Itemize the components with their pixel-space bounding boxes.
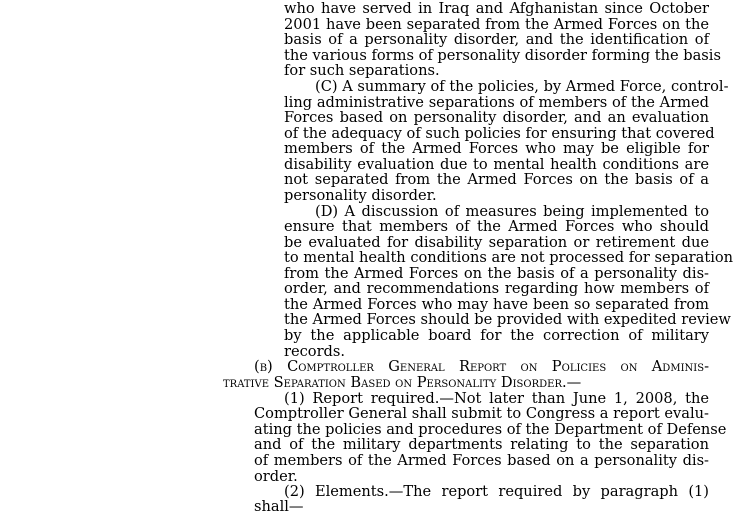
text-line: by the applicable board for the correction of military bbox=[284, 327, 709, 344]
text-line: (C) A summary of the policies, by Armed Force, control- bbox=[315, 78, 729, 95]
text-line: of the adequacy of such policies for ensuring that covered bbox=[284, 125, 715, 142]
text-line: for such separations. bbox=[284, 62, 440, 79]
text-line: ating the policies and procedures of the Department of Defense bbox=[254, 421, 727, 438]
text-line: of members of the Armed Forces based on a personality dis- bbox=[254, 452, 709, 469]
text-line: (1) Report required.—Not later than June 1, 2008, the bbox=[284, 390, 709, 407]
text-line: ling administrative separations of members of the Armed bbox=[284, 94, 709, 111]
text-line: records. bbox=[284, 343, 346, 360]
text-line: the Armed Forces who may have been so separated from bbox=[284, 296, 709, 313]
text-line: members of the Armed Forces who may be eligible for bbox=[284, 140, 709, 157]
text-line: and of the military departments relating to the separation bbox=[254, 436, 709, 453]
text-line: order. bbox=[254, 468, 298, 485]
text-line: order, and recommendations regarding how members of bbox=[284, 280, 709, 297]
text-line: (D) A discussion of measures being implemented to bbox=[315, 203, 709, 220]
text-line: personality disorder. bbox=[284, 187, 437, 204]
text-line: Forces based on personality disorder, and an evaluation bbox=[284, 109, 709, 126]
text-line: to mental health conditions are not processed for separation bbox=[284, 249, 734, 266]
text-line: be evaluated for disability separation or retirement due bbox=[284, 234, 709, 251]
text-line: Comptroller General shall submit to Congress a report evalu- bbox=[254, 405, 709, 422]
text-line: ensure that members of the Armed Forces who should bbox=[284, 218, 709, 235]
section-heading-line: trative Separation Based on Personality Disorder.— bbox=[223, 374, 582, 391]
text-line: not separated from the Armed Forces on the basis of a bbox=[284, 171, 709, 188]
text-line: basis of a personality disorder, and the identification of bbox=[284, 31, 709, 48]
text-line: disability evaluation due to mental health conditions are bbox=[284, 156, 709, 173]
text-line: 2001 have been separated from the Armed Forces on the bbox=[284, 16, 709, 33]
text-line: (2) Elements.—The report required by paragraph (1) bbox=[284, 483, 709, 500]
text-line: the Armed Forces should be provided with expedited review bbox=[284, 311, 731, 328]
text-line: who have served in Iraq and Afghanistan since October bbox=[284, 0, 709, 17]
text-line: from the Armed Forces on the basis of a personality dis- bbox=[284, 265, 709, 282]
section-heading-line: (b) Comptroller General Report on Policies on Adminis- bbox=[254, 358, 709, 375]
text-line: the various forms of personality disorder forming the basis bbox=[284, 47, 721, 64]
text-line: shall— bbox=[254, 498, 304, 515]
